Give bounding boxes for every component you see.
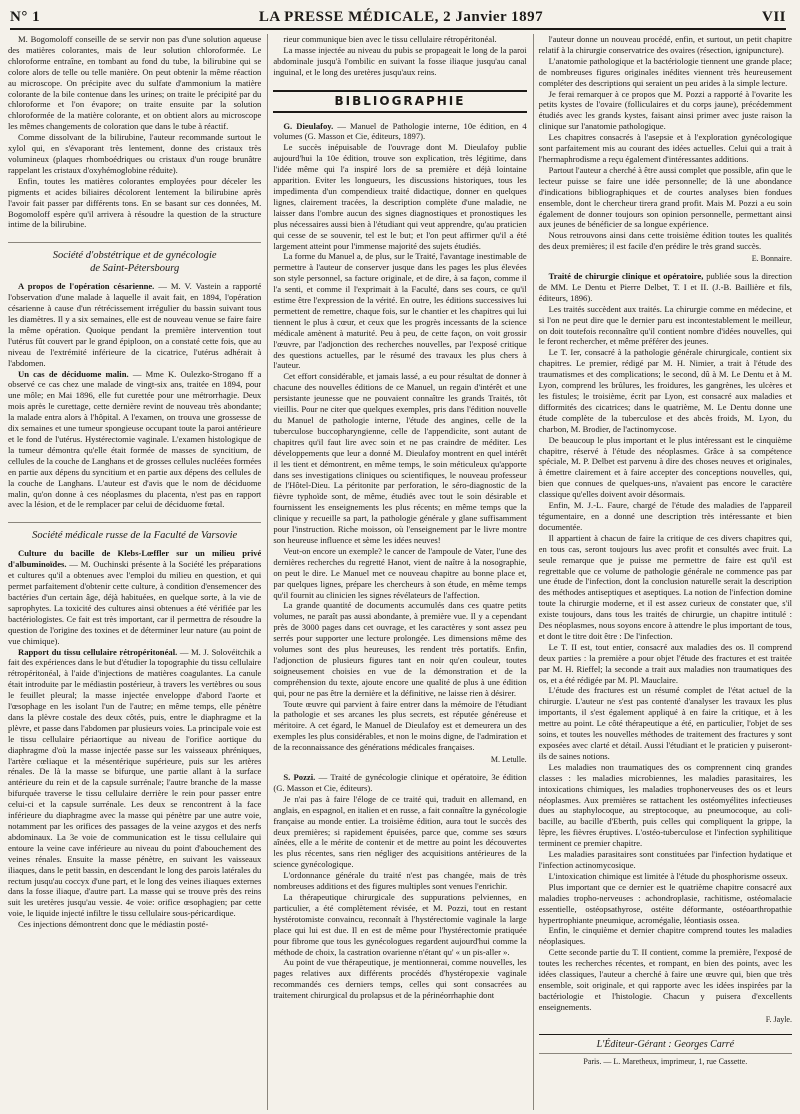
article-klebs-loeffler — [8, 548, 261, 646]
review-dieulafoy-title — [273, 121, 526, 143]
article-title: Culture du bacille de Klebs-Lœffler sur un milieu privé d'albuminoïdes. — [8, 548, 262, 570]
review-author: S. Pozzi. — [283, 772, 316, 782]
article-cesarean — [8, 281, 261, 368]
column-2 — [267, 34, 526, 1110]
paragraph: L'étude des fractures est un résumé complet de l'état actuel de la chirurgie. L'auteur ne s'est pas contenté d'analyser les travaux les plus importants, il s'est également appliqué à en faire la critique, et à les mettre au point. Le côté thérapeutique a été, en particulier, l'objet de ses soins, et toutes les nouvelles méthodes de traitement des fractures y sont exposées avec clarté et détail. Aussi l'étudiant et le praticien y puiseront-ils de saines notions. — [538, 685, 792, 761]
review-surgery-title — [539, 271, 792, 304]
paragraph: Partout l'auteur a cherché à être aussi complet que possible, afin que le lecteur puisse se faire une idée personnelle; de là une abondance d'indications bibliographiques et de courtes analyses bien fondues ensemble, dont le chercheur tirera grand profit. Mais M. Pozzi a eu soin également de donner toujours son opinion personnelle, permettant ainsi aux jeunes de bénéficier de sa longue expérience. — [538, 164, 792, 230]
article-title: A propos de l'opération césarienne. — [18, 281, 155, 292]
paragraph: l'auteur donne un nouveau procédé, enfin, et surtout, un petit chapitre relatif à la chirurgie conservatrice des ovaires (résection, ignipuncture). — [538, 34, 792, 55]
review-signature: E. Bonnaire. — [751, 254, 792, 264]
review-reference: — Manuel de Pathologie interne, 10e édition, en 4 volumes (G. Masson et Cie, éditeurs, 1897). — [273, 120, 527, 142]
paragraph: Cet effort considérable, et jamais lassé, a eu pour résultat de donner à chacune des nouvelles éditions de ce Manuel, un regain d'intérêt et une persistante jeunesse que ne pouvaient connaître les grands Traités, tôt vieillis. Pour ne citer que quelques exemples, pris dans l'édition nouvelle du Manuel de pathologie interne, l'étude des angines, celle de la tuberculose buccopharyngienne, celle de l'appendicite, sont autant de chapitres qu'il faut lire avec soin et ne pas craindre de méditer. Les développements que leur a donné M. Dieulafoy montrent en quel intérêt il les tient et démontrent, en même temps, le soin méticuleux qu'apporte dans ses investigations cliniques ou scientifiques, le nouveau professeur de l'Hôtel-Dieu. La péritonite par perforation, le séro-diagnostic de la fièvre typhoïde sont, de même, étudiés avec tout le soin désirable et fournissent les enseignements les plus récents; en même temps que la clinique y recueille sa part, la pathologie générale y glane suffisamment pour l'instruction. Riche moisson, où l'enseignement par le livre montre son heureuse influence et sème les idées neuves! — [273, 371, 527, 545]
paragraph: Les maladies parasitaires sont constituées par l'infection hydatique et l'infection actinomycosique. — [538, 849, 792, 870]
paragraph: La masse injectée au niveau du pubis se propageait le long de la paroi abdominale jusqu'à l'ombilic en suivant la fosse iliaque jusqu'au canal inguinal, et le long des uretères jusqu'aux reins. — [273, 44, 527, 77]
section-heading-warsaw: Société médicale russe de la Faculté de Varsovie — [8, 522, 261, 542]
review-title: Traité de chirurgie clinique et opératoire, — [548, 271, 704, 282]
review-signature: M. Letulle. — [490, 755, 527, 765]
printer-credit: Paris. — L. Maretheux, imprimeur, 1, rue Cassette. — [539, 1053, 792, 1068]
review-pozzi-title — [273, 772, 526, 794]
newspaper-title: LA PRESSE MÉDICALE, 2 Janvier 1897 — [258, 8, 544, 25]
paragraph: Cette seconde partie du T. II contient, comme la première, l'exposé de toutes les recherches récentes, et rompant, en bien des points, avec les idées classiques, l'auteur a cherché à faire une œuvre qui, bien que très ensemble, soit originale, et qui rapporte avec les idées inspirées par la bactériologie et l'histologie. Chacun y puisera d'excellents enseignements. — [538, 947, 792, 1012]
paragraph: Enfin, M. J.-L. Faure, chargé de l'étude des maladies de l'appareil tégumentaire, en a donné une description très intéressante et bien documentée. — [538, 500, 792, 532]
paragraph: Enfin, toutes les matières colorantes employées pour déceler les pigments et acides biliaires décolorent lentement la bilirubine après l'avoir fait passer par différents tons. En se basant sur ces données, M. Bogomoloff espère qu'il arrivera à résoudre la question de la structure intime de la bilirubine. — [8, 175, 262, 230]
paragraph: Je ferai remarquer à ce propos que M. Pozzi a rapporté à l'ovarite les petits kystes de l'ovaire (folliculaires et du corps jaune), précédemment étudiés avec les grands kystes, faisant ainsi primer avec juste raison la clinique sur l'anatomie pathologique. — [538, 88, 792, 132]
review-signature: F. Jayle. — [765, 1014, 792, 1024]
section-heading-obstetrics — [8, 242, 261, 275]
section-heading-line: de Saint-Pétersbourg — [90, 263, 180, 275]
paragraph: rieur communique bien avec le tissu cellulaire rétropéritonéal. — [283, 34, 497, 44]
section-heading-line: Société d'obstétrique et de gynécologie — [52, 250, 217, 262]
column-3 — [533, 34, 792, 1110]
article-retroperitoneal — [8, 647, 261, 920]
column-1 — [8, 34, 261, 1110]
paragraph: Les traités succèdent aux traités. La chirurgie comme en médecine, et si l'on ne peut dire que le dernier paru est incontestablement le meilleur, on doit toutefois reconnaître qu'il contient nombre d'idées nouvelles, qui le feront rechercher, et même préférer des jeunes. — [538, 303, 792, 347]
article-body: — M. J. Solovéitchik a fait des expériences dans le but d'étudier la topographie du tissu cellulaire rétropéritonéal, à l'aide d'injections de matières coagulantes. La canule était introduite par le médiastin postérieur, à travers les vertèbres ou sous le feuillet pleural; la masse injectée enveloppe d'abord l'aorte et l'œsophage en les isolant l'un de l'autre; en même temps, elle pénètre dans la plèvre costale des deux côtés, puis, entre le diaphragme et la plèvre, et passe dans l'abdomen par plusieurs voies. La principale voie est le tissu cellulaire périaortique au niveau de l'orifice aortique du diaphragme d'où la masse injectée passe sur les vaisseaux phréniques, l'artère cœliaque et la mésentérique supérieure, puis sur les artères rénales. De là la masse se bifurque, une partie allant à la surface antérieure du rein et de la capsule surrénale; l'autre branche de la masse bifurquée traverse le tissu cellulaire derrière le rein pour passer entre celui-ci et la capsule surrénale. Les deux se rencontrent à la face inférieure du diaphragme avec la masse qui pénètre par une autre voie, notamment par les orifices des passages de la veine azygos et des nerfs abdominaux. La 3e voie de communication est le tissu cellulaire qui entoure la veine cave inférieure au niveau du point d'abouchement des veines rénales. Ensuite la masse pénètre, en suivant les vaisseaux iliaques, dans le petit bassin, en descendant le long des parois latérales du rectum jusqu'au coccyx d'une part, et le long des veines iliaques externes dans la fosse iliaque, d'autre part. La masse qui se trouve près des reins suit les uretères jusqu'au vessie. 4e voie: orifice œsophagien; par cette voie, le liquide injecté infiltre le tissu cellulaire sous-péricardique. — [8, 646, 262, 919]
paragraph: Les chapitres consacrés à l'asepsie et à l'exploration gynécologique sont parfaitement mis au courant des idées actuelles. Celui qui a trait à l'hermaphrodisme a reçu également d'intéressantes additions. — [538, 132, 792, 164]
paragraph: Enfin, le cinquième et dernier chapitre comprend toutes les maladies néoplasiques. — [538, 925, 792, 947]
paragraph: Au point de vue thérapeutique, je mentionnerai, comme nouvelles, les pages relatives aux différents procédés d'hystéropexie vaginale recommandés ces derniers temps, celles qui sont consacrées au traitement chirurgical du prolapsus et de la périnéorrhaphie dont — [273, 957, 527, 1001]
paragraph: La grande quantité de documents accumulés dans ces quatre petits volumes, ne paraît pas aussi abondante, à première vue. Il y a cependant près de 3000 pages dans cet ouvrage, et les caractères y sont assez peu serrés pour supporter une lecture prolongée. Les dimensions même des volumes sont des plus heureuses, les rendent très portatifs. Enfin, l'adjonction de plusieurs figures tant en noir qu'en couleur, toutes soigneusement choisies en vue de la démonstration et de la compréhension du texte, ajoute encore une qualité de plus à une édition qui, pour ne pas être la dernière et la définitive, ne laisse rien à désirer. — [273, 600, 527, 698]
paragraph: La forme du Manuel a, de plus, sur le Traité, l'avantage inestimable de permettre à l'auteur de conserver jusque dans les pages les plus élevées son style personnel, sa facture originale, et de dire, à sa façon, comme il l'a senti, et comme il l'exprimait à la Faculté, dans ses cours, ce qu'il estime être l'expression de la vérité. En outre, les éditions successives lui permettent de remettre, chaque fois, sur le chantier et les chapitres qui lui tiennent le plus à cœur, et ceux que les progrès incessants de la science médicale amènent à maturité. Peu à peu, de cette façon, on voit grossir l'œuvre, par l'adjonction des recherches nouvelles, par l'exposé critique des questions actuelles, par le résumé des travaux les plus chers à l'auteur. — [273, 251, 527, 371]
paragraph: M. Bogomoloff conseille de se servir non pas d'une solution aqueuse des matières colorantes, mais de leur solution chloroformée. Le chloroforme entraîne, en tombant au fond du tube, la bilirubine qui se colore alors de telle ou telle manière. On peut obtenir la même réaction au microscope. On précipite avec du sulfate d'ammonium la matière colorante de la bile contenue dans les urines; on traite le précipité par du chloroforme et l'on évapore; on traite ensuite par la solution chloroformée de la matière colorante, et on obtient alors au microscope les mêmes changements de coloration que dans le tube à réactif. — [8, 34, 262, 132]
paragraph: Nous retrouvons ainsi dans cette troisième édition toutes les qualités des deux premières; il est facile d'en prédire le très grand succès. — [538, 230, 792, 252]
paragraph: Toute œuvre qui parvient à faire entrer dans la mémoire de l'étudiant la pathologie et ses arcanes les plus secrets, est réputée généreuse et méritoire. A cet égard, le Manuel de Dieulafoy est et demeurera un des exemples les plus considérables, et non le moins digne, de l'admiration et de la reconnaissance des générations médicales françaises. — [273, 698, 527, 753]
issue-number: N° 1 — [10, 8, 41, 25]
paragraph: Le T. II est, tout entier, consacré aux maladies des os. Il comprend deux parties : la première a pour objet l'étude des fractures et est traitée par M. H. Rieffel; la seconde a trait aux maladies non traumatiques des os, et a été rédigée par M. Pl. Mauclaire. — [538, 641, 792, 685]
paragraph: Ces injections démontrent donc que le médiastin posté- — [18, 919, 209, 930]
paragraph: Le succès inépuisable de l'ouvrage dont M. Dieulafoy publie aujourd'hui la 10e édition, trouve son explication, très légitime, dans l'idée même qui l'a inspiré lors de sa première et déjà lointaine apparition. Eviter les longueurs, les discussions historiques, tous les impedimenta d'un compendieux traité didactique, donner en quelques lignes, clairement tracées, la description complète d'une maladie, ne laisser dans l'ombre aucun des signes diagnostiques et pronostiques les plus nécessaires aussi bien à l'étudiant qui veut apprendre, qu'au praticien qui cesse de se souvenir, tel est le but; et l'on peut affirmer qu'il a été largement atteint pour l'immense majorité des sujets étudiés. — [273, 142, 527, 251]
page-header — [10, 6, 786, 30]
paragraph: Plus important que ce dernier est le quatrième chapitre consacré aux maladies tropho-nerveuses : achondroplasie, rachitisme, ostéomalacie essentielle, ostéopsathyrose, ostéite déformante, ostéoarthropathie hypertrophiante pneumique, acromégalie, léontiasis ossea. — [538, 881, 792, 925]
paragraph: L'intoxication chimique est limitée à l'étude du phosphorisme osseux. — [548, 870, 788, 881]
article-body: — M. Ouchinski présente à la Société les préparations et cultures qu'il a obtenues avec l'emploi du milieu en question, et qui permet parfaitement d'obtenir cette culture, à condition d'ensemencer des bactéries d'un certain âge, déjà habituées, en quelque sorte, à la vie de saprophytes. La toxicité des cultures ainsi obtenues a été vérifiée par les bactériologistes. Ce fait est très important, car il permettra de résoudre la question de l'origine des toxines et de déterminer leur nature (au point de vue chimique). — [8, 559, 262, 646]
editor-credit: L'Éditeur-Gérant : Georges Carré — [596, 1038, 735, 1050]
article-body: — Mme K. Oulezko-Strogano ff a observé ce cas chez une malade de vingt-six ans, traitée en 1894, pour une môle; en Mai 1896, elle fut curettée pour une métrorrhagie. Deux mois après le curettage, cette dernière revint de nouveau très abondante; la malade entra alors à l'hôpital. A l'examen, on trouva une grossesse de dix semaines et une tumeur spongieuse occupant toute la paroi antérieure et le fond de l'utérus. Hystérectomie vaginale. L'examen histologique de la tumeur démontra qu'elle était formée de masses de syncitium, de cellules de la couche de Langhans et de grosses cellules nucléées formées en partie aux dépens du syncitium et en partie aux dépens des cellules de la couche de Langhans. L'auteur est d'avis que le nom de déciduome malin, qu'on donne à ces néoplasmes du placenta, n'est pas en rapport avec la lésion, et de le remplacer par celui de déciduome fœtal. — [8, 368, 262, 510]
page-columns — [8, 34, 792, 1110]
paragraph: Il appartient à chacun de faire la critique de ces divers chapitres qui, en tous cas, seront toujours lus avec profit et consultés avec fruit. La seule remarque que je puisse me permettre de faire est qu'il est regrettable que ce volume de pathologie générale ne commence pas par une étude de l'infection, dont la conclusion naturelle serait la description des méthodes antiseptiques et aseptiques. La notion de l'infection domine toute la chirurgie moderne, et il est assez curieux de constater que, s'il existe toujours, dans tous les traités de chirurgie, un chapitre intitulé : Des néoplasmes, nous soyons encore à attendre le plus important de tous, et dont le titre doit être : De l'infection. — [538, 532, 792, 641]
review-author: G. Dieulafoy. — [283, 120, 334, 131]
paragraph: De beaucoup le plus important et le plus intéressant est le cinquième chapitre, réservé à l'étude des néoplasmes. Grâce à sa compétence spéciale, M. P. Delbet est parvenu à dire des choses neuves et originales, à émettre clairement et à faire accepter des conceptions nouvelles, qui, bien que connues de quelques-uns, n'avaient pas encore le caractère classique qu'elles doivent avoir désormais. — [538, 434, 792, 500]
paragraph: La thérapeutique chirurgicale des suppurations pelviennes, en particulier, a été complètement révisée, et M. Pozzi, tout en restant hystérotomiste convaincu, reconnaît à l'hystérectomie vaginale la large place qui lui est due. Il en est de même pour l'hystérectomie pratiquée pour fibrome que tous les gynécologues regardent aujourd'hui comme la méthode de choix, la castration ovarienne n'étant qu' « un pis-aller ». — [273, 891, 527, 957]
paragraph: L'anatomie pathologique et la bactériologie tiennent une grande place; de nombreuses figures originales inédites viennent très heureusement compléter des descriptions qui seraient un peu arides à la simple lecture. — [538, 55, 792, 88]
article-title: Rapport du tissu cellulaire rétropéritonéal. — [18, 646, 178, 657]
article-deciduoma — [8, 369, 261, 511]
review-reference: publiée sous la direction de MM. Le Dentu et Pierre Delbet, T. I et II. (J.-B. Baillière et fils, éditeurs, 1896). — [538, 271, 792, 303]
article-title: Un cas de déciduome malin. — [18, 368, 129, 379]
paragraph: L'ordonnance générale du traité n'est pas changée, mais de très nombreuses additions et des figures multiples sont venues l'enrichir. — [273, 870, 527, 892]
paragraph: Je n'ai pas à faire l'éloge de ce traité qui, traduit en allemand, en anglais, en espagnol, en italien et en russe, a fait connaître la gynécologie française au monde entier. La troisième édition, aura tout le succès des deux premières; si rapidement épuisées, parce que, comme ses sœurs aînées, elle a le mérite de contenir et de mettre au point les découvertes les plus récentes, sans rien négliger des acquisitions antérieures de la science gynécologique. — [273, 793, 527, 870]
article-body: — M. V. Vastein a rapporté l'observation d'une malade à laquelle il avait fait, en 1894, l'opération césarienne à cause d'un rétrécissement irrégulier du bassin suivant tous les diamètres. Il y a six semaines, elle est de nouveau venue se faire faire la même opération. Quoique pendant la première intervention tout l'utérus fût couvert par le grand épiploon, on a constaté cette fois, que au niveau de l'extrémité inférieure de la cicatrice, l'utérus adhérait à l'abdomen. — [8, 281, 262, 368]
page-number: VII — [761, 8, 786, 25]
paragraph: Comme dissolvant de la bilirubine, l'auteur recommande surtout le xylol qui, en s'évaporant très lentement, donne des cristaux très volumineux (plaques rhomboédriques ou cristaux d'un rouge brunâtre rappelant les cristaux d'oxyhémoglobine réduite). — [8, 132, 262, 175]
paragraph: Veut-on encore un exemple? le cancer de l'ampoule de Vater, l'une des dernières recherches du regretté Hanot, vient de naître à la nosographie, on peut le dire. Le Manuel met ce nouveau chapitre au bonne place et, par quelques lignes, prépare les chercheurs à son étude, en même temps qu'il fournit au clinicien les signes révélateurs de l'affection. — [273, 545, 527, 600]
bibliography-heading: BIBLIOGRAPHIE — [273, 90, 526, 113]
review-reference: — Traité de gynécologie clinique et opératoire, 3e édition (G. Masson et Cie, éditeurs). — [273, 772, 527, 793]
paragraph: Le T. Ier, consacré à la pathologie générale chirurgicale, contient six chapitres. Le premier, rédigé par M. H. Nimier, a trait à l'étude des traumatismes et des complications; le second, dû à M. Le Dentu et à M. Lyon, comprend les brûlures, les froidures, les gangrènes, les ulcères et les fistules; le troisième, écrit par Lyon, est consacré aux maladies et difformités des cicatrices; dans le quatrième, M. Le Dentu donne une étude complète de la tuberculose et des abcès froids, M. Lyon, du charbon, M. Brodier, de l'actinomycose. — [538, 347, 792, 434]
paragraph: Les maladies non traumatiques des os comprennent cinq grandes classes : les maladies microbiennes, les maladies parasitaires, les intoxications chimiques, les maladies trophonerveuses des os et leurs néoplasmes. Aux premières se rattachent les ostéomyélites infectieuses dues au staphylocoque, au streptocoque, au pneumocoque, au coli-bacille, au bacille d'Eberth, puis celles qui compliquent la grippe, la lèpre, les fièvres éruptives. L'ostéo-tuberculose et l'infection syphilitique terminent ce premier chapitre. — [538, 761, 792, 849]
